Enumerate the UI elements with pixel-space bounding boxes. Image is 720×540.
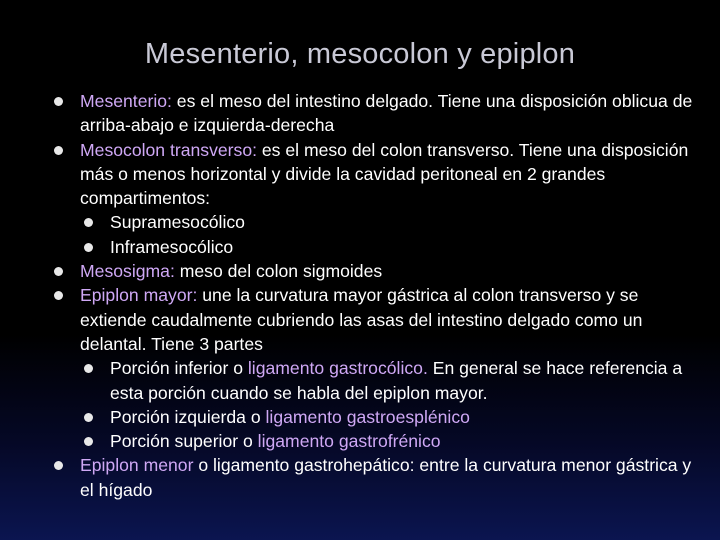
term-mesenterio: Mesenterio: [80,91,172,111]
text-epiplon-mayor: une la curvatura mayor gástrica al colon transverso y se extiende caudalmente cubriendo las asas del intestino delgado como un delantal. Tiene 3 partes [80,285,643,354]
post-porcion-inferior: En general se hace referencia a esta porción cuando se habla del epiplon mayor. [110,358,683,403]
text-mesocolon: es el meso del colon transverso. Tiene una disposición más o menos horizontal y divide la cavidad peritoneal en 2 grandes compartimentos: [80,139,689,209]
bullet-dot-icon [54,291,63,300]
subbullet-porcion-izquierda [50,405,700,429]
bullet-dot-icon [84,218,93,227]
term-ligamento-gastrofrenico: ligamento gastrofrénico [257,431,441,452]
bullet-dot-icon [54,97,63,106]
text-epiplon-menor: o ligamento gastrohepático: entre la curvatura menor gástrica y el hígado [80,455,692,500]
term-ligamento-gastrocolico: ligamento gastrocólico. [247,358,428,379]
bullet-dot-icon [54,146,63,155]
text-mesenterio: es el meso del intestino delgado. Tiene una disposición oblicua de arriba-abajo e izquierda-derecha [80,91,693,136]
bullet-dot-icon [84,437,93,446]
subbullet-porcion-superior [50,429,700,453]
bullet-mesenterio [50,89,700,138]
bullet-list [50,89,700,502]
bullet-dot-icon [54,267,63,276]
bullet-mesosigma [50,259,700,283]
pre-porcion-superior: Porción superior o [110,431,258,452]
bullet-dot-icon [84,243,93,252]
term-ligamento-gastroesplenico: ligamento gastroesplénico [265,406,470,427]
term-mesocolon: Mesocolon transverso: [80,139,257,160]
bullet-mesocolon [50,138,700,211]
text-supramesocolico: Supramesocólico [110,212,245,233]
subbullet-porcion-inferior [50,356,700,405]
pre-porcion-inferior: Porción inferior o [110,358,248,379]
text-mesosigma: meso del colon sigmoides [174,261,383,282]
bullet-dot-icon [84,413,93,422]
term-epiplon-mayor: Epiplon mayor: [80,285,198,306]
pre-porcion-izquierda: Porción izquierda o [110,406,266,427]
term-mesosigma: Mesosigma: [80,261,175,282]
slide-title: Mesenterio, mesocolon y epiplon [144,38,576,70]
text-inframesocolico: Inframesocólico [110,236,234,257]
term-epiplon-menor: Epiplon menor [80,455,194,476]
bullet-epiplon-menor [50,453,700,502]
bullet-epiplon-mayor [50,283,700,356]
subbullet-inframesocolico [50,235,700,259]
bullet-dot-icon [54,461,63,470]
bullet-dot-icon [84,364,93,373]
subbullet-supramesocolico [50,210,700,234]
